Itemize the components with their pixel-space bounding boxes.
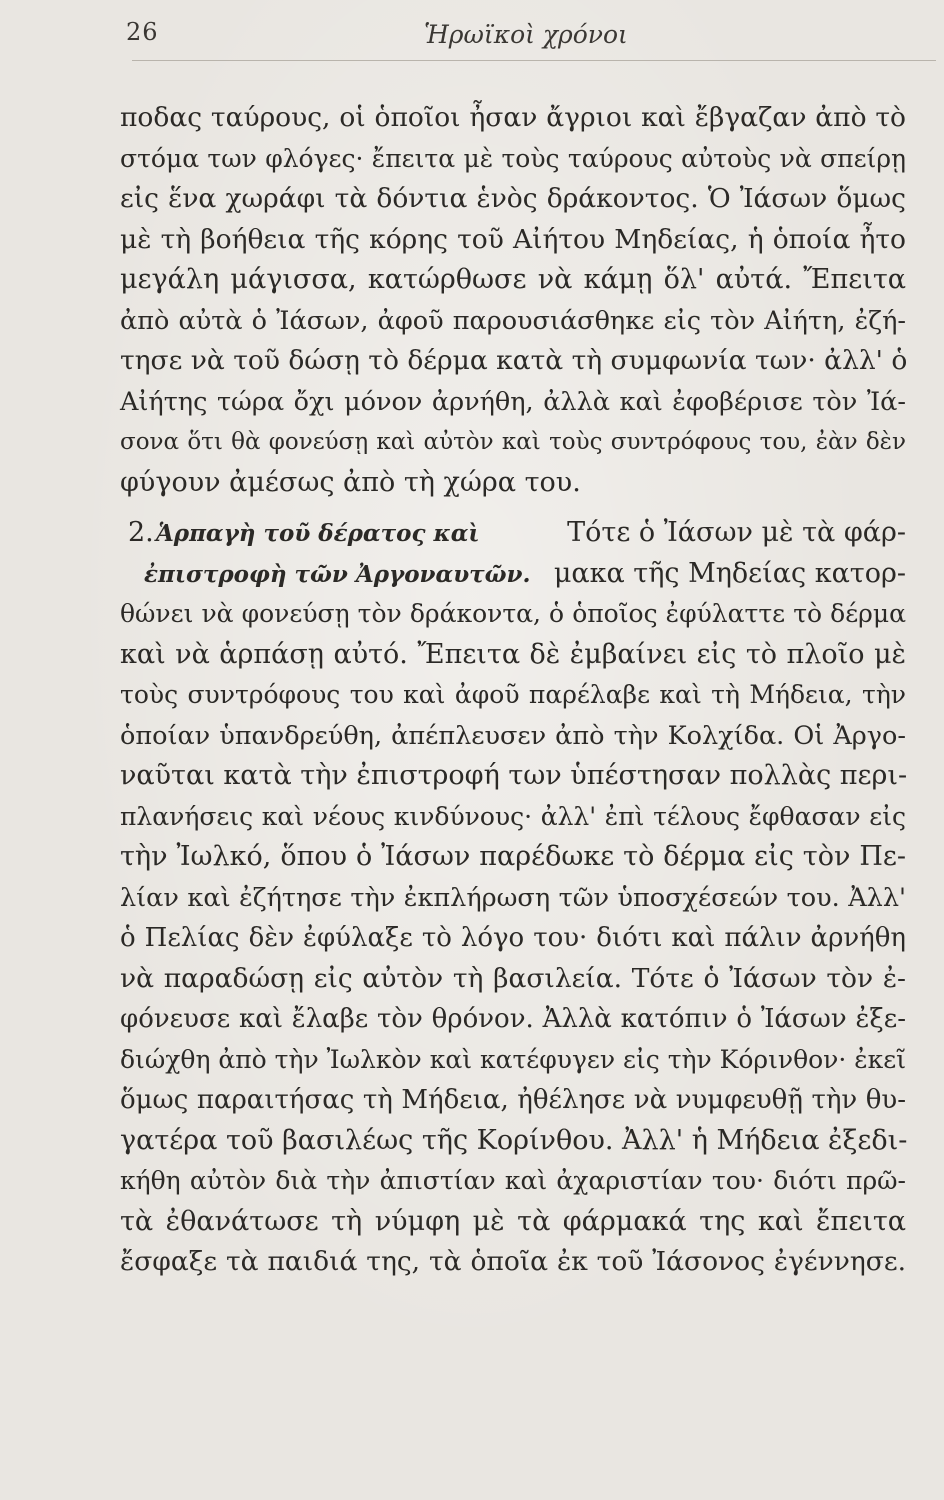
section-heading-row-1 — [120, 513, 906, 554]
text-line: ὁποίαν ὑπανδρεύθη, ἀπέπλευσεν ἀπὸ τὴν Κολχίδα. Οἱ Ἀργο- — [120, 720, 906, 751]
page-text — [120, 98, 906, 1283]
text-line: γατέρα τοῦ βασιλέως τῆς Κορίνθου. Ἀλλ' ἡ Μήδεια ἐξεδι- — [120, 1124, 908, 1156]
text-line: μεγάλη μάγισσα, κατώρθωσε νὰ κάμῃ ὅλ' αὐτά. Ἔπειτα — [120, 264, 906, 295]
paragraph-gap — [120, 503, 906, 513]
text-line: μὲ τὴ βοήθεια τῆς κόρης τοῦ Αἰήτου Μηδείας, ἡ ὁποία ἦτο — [120, 223, 906, 255]
text-line: τοὺς συντρόφους του καὶ ἀφοῦ παρέλαβε καὶ τὴ Μήδεια, τὴν — [120, 680, 906, 709]
running-title: Ἡρωϊκοὶ χρόνοι — [424, 20, 628, 49]
text-line: θώνει νὰ φονεύσῃ τὸν δράκοντα, ὁ ὁποῖος ἐφύλαττε τὸ δέρμα — [120, 599, 906, 628]
text-line: φύγουν ἀμέσως ἀπὸ τὴ χώρα του. — [120, 466, 581, 498]
section-heading-row-2 — [120, 554, 906, 595]
section-number: 2. — [128, 517, 154, 548]
text-line: μακα τῆς Μηδείας κατορ- — [553, 557, 906, 589]
page-header — [0, 0, 944, 64]
text-line: ναῦται κατὰ τὴν ἐπιστροφή των ὑπέστησαν πολλὰς περι- — [120, 760, 908, 791]
text-line: διώχθη ἀπὸ τὴν Ἰωλκὸν καὶ κατέφυγεν εἰς τὴν Κόρινθον· ἐκεῖ — [120, 1044, 907, 1074]
text-line: ὅμως παραιτήσας τὴ Μήδεια, ἠθέλησε νὰ νυμφευθῇ τὴν θυ- — [120, 1085, 906, 1115]
text-line: φόνευσε καὶ ἔλαβε τὸν θρόνον. Ἀλλὰ κατόπιν ὁ Ἰάσων ἐξε- — [120, 1004, 906, 1034]
text-line: Αἰήτης τώρα ὄχι μόνον ἀρνήθη, ἀλλὰ καὶ ἐφοβέρισε τὸν Ἰά- — [120, 386, 906, 417]
text-line: πλανήσεις καὶ νέους κινδύνους· ἀλλ' ἐπὶ τέλους ἔφθασαν εἰς — [120, 801, 906, 831]
section-heading: Ἁρπαγὴ τοῦ δέρατος καὶ — [155, 520, 480, 547]
paragraph-1 — [120, 98, 906, 503]
text-line: καὶ νὰ ἁρπάσῃ αὐτό. Ἔπειτα δὲ ἐμβαίνει εἰς τὸ πλοῖο μὲ — [120, 638, 906, 670]
header-rule — [132, 60, 936, 61]
text-line: ἀπὸ αὐτὰ ὁ Ἰάσων, ἀφοῦ παρουσιάσθηκε εἰς τὸν Αἰήτη, ἐζή- — [120, 305, 906, 336]
text-line: Τότε ὁ Ἰάσων μὲ τὰ φάρ- — [567, 517, 906, 548]
text-line: εἰς ἕνα χωράφι τὰ δόντια ἑνὸς δράκοντος. Ὁ Ἰάσων ὅμως — [120, 183, 906, 214]
text-line: τησε νὰ τοῦ δώσῃ τὸ δέρμα κατὰ τὴ συμφωνία των· ἀλλ' ὁ — [120, 345, 908, 376]
text-line: κήθη αὐτὸν διὰ τὴν ἀπιστίαν καὶ ἀχαριστίαν του· διότι πρῶ- — [120, 1166, 906, 1195]
text-line: σονα ὅτι θὰ φονεύσῃ καὶ αὐτὸν καὶ τοὺς συντρόφους του, ἐὰν δὲν — [120, 429, 906, 455]
text-line: ποδας ταύρους, οἱ ὁποῖοι ἦσαν ἄγριοι καὶ ἔβγαζαν ἀπὸ τὸ — [120, 102, 906, 133]
text-line: ὁ Πελίας δὲν ἐφύλαξε τὸ λόγο του· διότι καὶ πάλιν ἀρνήθη — [120, 923, 906, 953]
section-heading: ἐπιστροφὴ τῶν Ἀργοναυτῶν. — [144, 560, 531, 588]
text-line: λίαν καὶ ἐζήτησε τὴν ἐκπλήρωση τῶν ὑποσχέσεών του. Ἀλλ' — [120, 882, 906, 913]
text-line: ἔσφαξε τὰ παιδιά της, τὰ ὁποῖα ἐκ τοῦ Ἰάσονος ἐγέννησε. — [120, 1246, 906, 1277]
section-2 — [120, 513, 906, 1283]
text-line: τὰ ἐθανάτωσε τὴ νύμφη μὲ τὰ φάρμακά της καὶ ἔπειτα — [120, 1205, 906, 1237]
text-line: τὴν Ἰωλκό, ὅπου ὁ Ἰάσων παρέδωκε τὸ δέρμα εἰς τὸν Πε- — [120, 841, 906, 872]
text-line: νὰ παραδώσῃ εἰς αὐτὸν τὴ βασιλεία. Τότε ὁ Ἰάσων τὸν ἐ- — [120, 962, 906, 994]
page-number: 26 — [126, 18, 159, 46]
text-line: στόμα των φλόγες· ἔπειτα μὲ τοὺς ταύρους αὐτοὺς νὰ σπείρῃ — [120, 143, 906, 173]
